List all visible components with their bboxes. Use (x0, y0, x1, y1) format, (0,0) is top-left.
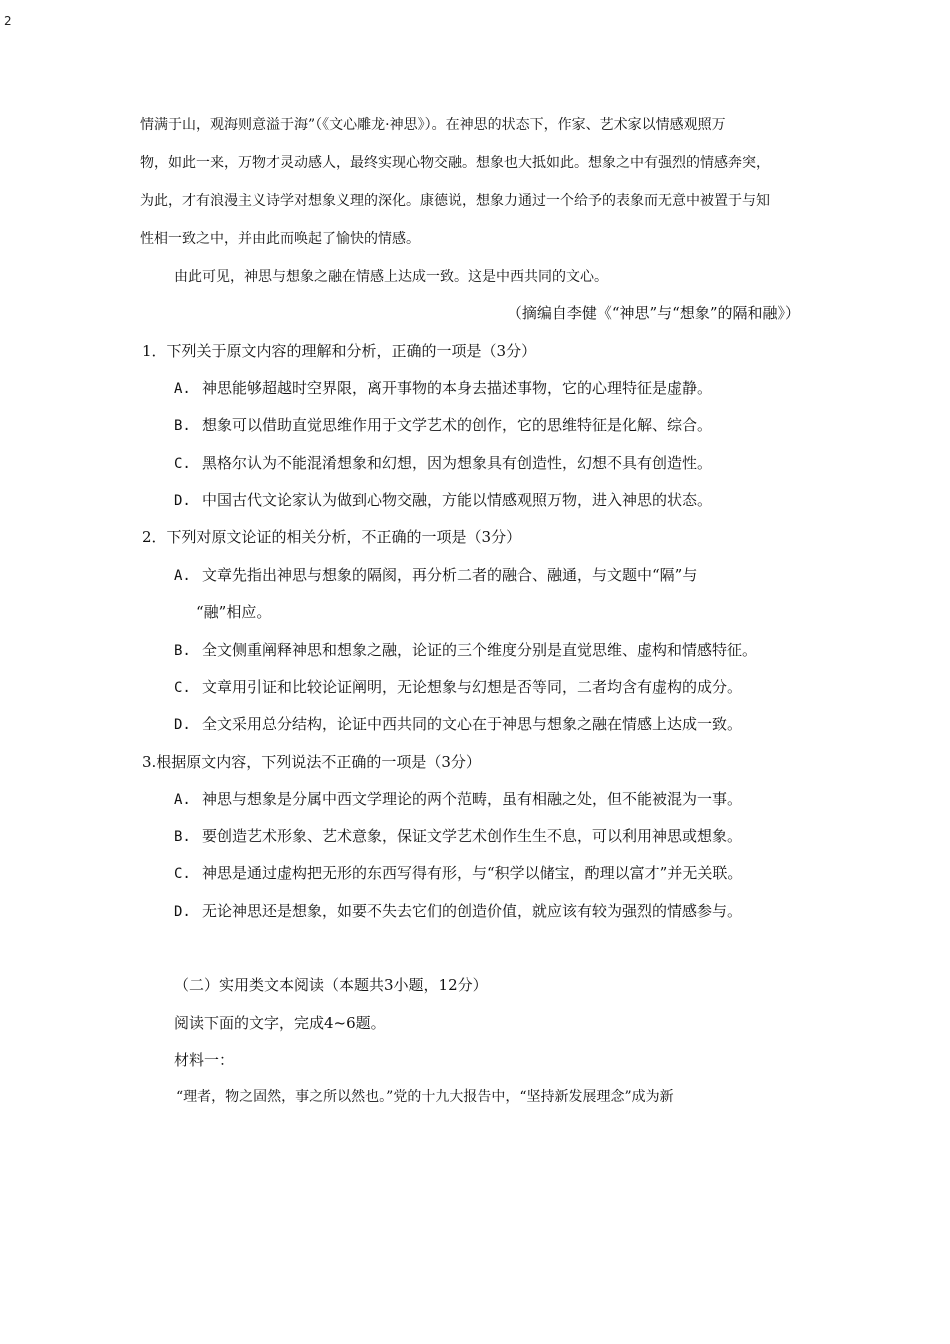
question-2-option-d (174, 713, 742, 734)
option-text: 中国古代文论家认为做到心物交融，方能以情感观照万物，进入神思的状态。 (202, 491, 713, 509)
option-letter: A. (174, 381, 191, 397)
passage-source: （摘编自李健《“神思”与“想象”的隔和融》） (506, 304, 800, 322)
option-text: 全文侧重阐释神思和想象之融，论证的三个维度分别是直觉思维、虚构和情感特征。 (202, 641, 758, 659)
option-letter: B. (174, 418, 191, 434)
passage-line-1: 情满于山，观海则意溢于海”（《文心雕龙·神思》）。在神思的状态下，作家、艺术家以情感观照万 (140, 117, 726, 133)
option-text: 要创造艺术形象、艺术意象，保证文学艺术创作生生不息，可以利用神思或想象。 (202, 827, 743, 845)
question-2-option-c (174, 676, 742, 697)
question-1-option-c (174, 452, 712, 473)
section-heading: （二）实用类文本阅读（本题共3小题，12分） (174, 976, 488, 994)
option-text: 黑格尔认为不能混淆想象和幻想，因为想象具有创造性，幻想不具有创造性。 (202, 454, 713, 472)
passage-conclusion: 由此可见，神思与想象之融在情感上达成一致。这是中西共同的文心。 (174, 269, 608, 285)
question-1-option-a (174, 377, 712, 398)
question-1-stem: 1．下列关于原文内容的理解和分析，正确的一项是（3分） (142, 342, 537, 360)
option-letter: C. (174, 680, 191, 696)
page-number: 2 (4, 14, 12, 28)
question-3-stem: 3.根据原文内容，下列说法不正确的一项是（3分） (142, 753, 481, 771)
option-letter: B. (174, 643, 191, 659)
option-text: 神思能够超越时空界限，离开事物的本身去描述事物，它的心理特征是虚静。 (202, 379, 713, 397)
option-letter: A. (174, 568, 191, 584)
question-2-option-a (174, 564, 697, 585)
option-letter: D. (174, 717, 191, 733)
question-1-option-b (174, 414, 712, 435)
option-letter: B. (174, 829, 191, 845)
passage-line-2: 物，如此一来，万物才灵动感人，最终实现心物交融。想象也大抵如此。想象之中有强烈的情感奔突， (140, 155, 770, 171)
question-2-option-b (174, 639, 757, 660)
material-label: 材料一： (174, 1051, 235, 1069)
option-letter: C. (174, 456, 191, 472)
question-3-option-b (174, 825, 742, 846)
option-letter: D. (174, 904, 191, 920)
question-2-option-a-continued: “融”相应。 (196, 603, 272, 621)
material-line-1: “理者，物之固然，事之所以然也。”党的十九大报告中，“坚持新发展理念”成为新 (176, 1089, 674, 1105)
option-text: 文章先指出神思与想象的隔阂，再分析二者的融合、融通，与文题中“隔”与 (202, 566, 698, 584)
option-text: 神思与想象是分属中西文学理论的两个范畴，虽有相融之处，但不能被混为一事。 (202, 790, 743, 808)
option-text: 想象可以借助直觉思维作用于文学艺术的创作，它的思维特征是化解、综合。 (202, 416, 713, 434)
question-3-option-c (174, 862, 742, 883)
passage-line-4: 性相一致之中，并由此而唤起了愉快的情感。 (140, 231, 420, 247)
question-2-stem: 2．下列对原文论证的相关分析，不正确的一项是（3分） (142, 528, 522, 546)
section-instruction: 阅读下面的文字，完成4~6题。 (174, 1014, 386, 1032)
option-text: 神思是通过虚构把无形的东西写得有形，与“积学以储宝，酌理以富才”并无关联。 (202, 864, 743, 882)
option-letter: C. (174, 866, 191, 882)
question-3-option-a (174, 788, 742, 809)
passage-line-3: 为此，才有浪漫主义诗学对想象义理的深化。康德说，想象力通过一个给予的表象而无意中被置于与知 (140, 193, 770, 209)
question-3-option-d (174, 900, 742, 921)
option-text: 无论神思还是想象，如要不失去它们的创造价值，就应该有较为强烈的情感参与。 (202, 902, 743, 920)
option-text: 文章用引证和比较论证阐明，无论想象与幻想是否等同，二者均含有虚构的成分。 (202, 678, 743, 696)
question-1-option-d (174, 489, 712, 510)
option-letter: A. (174, 792, 191, 808)
option-text: 全文采用总分结构，论证中西共同的文心在于神思与想象之融在情感上达成一致。 (202, 715, 743, 733)
option-letter: D. (174, 493, 191, 509)
